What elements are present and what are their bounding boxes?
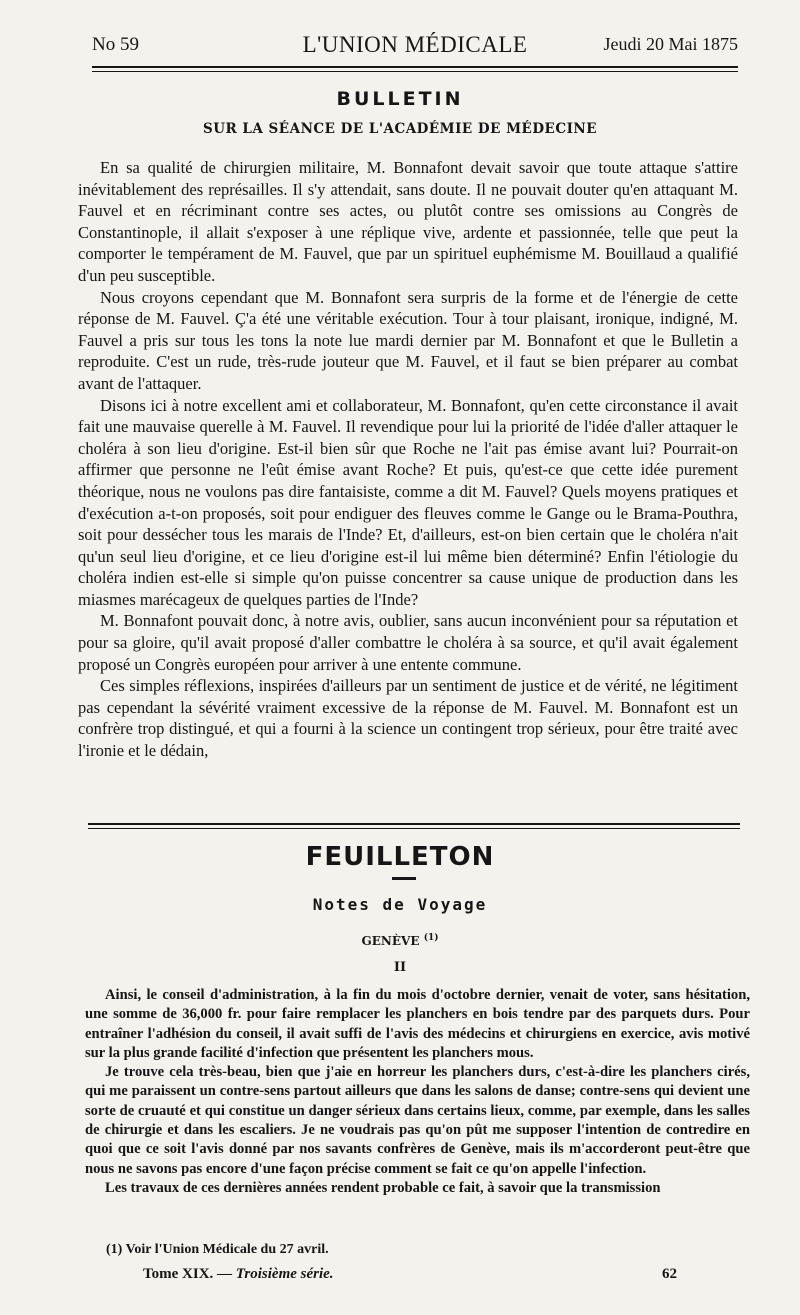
feuilleton-rule-thin — [88, 828, 740, 829]
header-rule-thin — [92, 71, 738, 72]
place-name: GENÈVE — [361, 934, 420, 948]
bulletin-paragraph: M. Bonnafont pouvait donc, à notre avis, oublier, sans aucun inconvénient pour sa réputation et pour sa gloire, qu'il avait proposé d'aller combattre le choléra à sa source, et qu'il avait également proposé un Congrès européen pour arriver à une entente commune. — [78, 611, 738, 674]
volume-label: Tome XIX. — — [143, 1266, 233, 1282]
section-number: II — [393, 960, 407, 975]
issue-date: Jeudi 20 Mai 1875 — [603, 34, 738, 54]
page-number: 62 — [662, 1266, 677, 1282]
bulletin-body — [78, 157, 738, 762]
feuilleton-rule — [88, 823, 740, 825]
feuilleton-paragraph: Ainsi, le conseil d'administration, à la fin du mois d'octobre dernier, venait de voter, sans hésitation, une somme de 36,000 fr. pour faire remplacer les planchers en bois tendre par des parquets durs. Pour entraîner l'adhésion du conseil, il avait suffi de l'avis des médecins et chirurgiens en exercice, avis motivé sur la plus grande facilité d'infection que présentent les planchers mous. — [85, 987, 750, 1061]
header-rule — [92, 66, 738, 68]
bulletin-title: BULLETIN — [336, 88, 464, 110]
series-label: Troisième série. — [235, 1266, 334, 1282]
notes-title: Notes de Voyage — [312, 895, 488, 914]
feuilleton-paragraph: Je trouve cela très-beau, bien que j'aie en horreur les planchers durs, c'est-à-dire les planchers cirés, qui me paraissent un contre-sens partout ailleurs que dans les salons de danse; contre-sens qui devient une sorte de cruauté et qui constitue un danger sérieux dans certains lieux, comme, par exemple, dans les salles de chirurgie et dans les escaliers. Je ne voudrais pas qu'on pût me supposer l'intention de contredire en quoi que ce soit l'avis donné par nos savants confrères de Genève, mais ils m'accorderont peut-être que nous ne savons pas encore d'une façon précise comment se fait ce qu'on appelle l'infection. — [85, 1064, 750, 1177]
feuilleton-title: FEUILLETON — [305, 842, 495, 872]
feuilleton-paragraph: Les travaux de ces dernières années rendent probable ce fait, à savoir que la transmission — [105, 1179, 661, 1196]
bulletin-paragraph: En sa qualité de chirurgien militaire, M. Bonnafont devait savoir que toute attaque s'attire inévitablement des représailles. Il s'y attendait, sans doute. Il ne pouvait douter qu'en attaquant M. Fauvel et en récriminant contre ses actes, ou plutôt contre ses omissions au Congrès de Constantinople, il allait s'exposer à une réplique vive, ardente et passionnée, telle que peut la comporter le tempérament de M. Fauvel, que par un spirituel euphémisme M. Bouillaud a qualifié d'un peu susceptible. — [78, 158, 738, 285]
place-footnote-mark: (1) — [423, 933, 439, 943]
bulletin-paragraph: Nous croyons cependant que M. Bonnafont sera surpris de la forme et de l'énergie de cette réponse de M. Fauvel. Ç'a été une véritable exécution. Tour à tour plaisant, ironique, indigné, M. Fauvel a pris sur tous les tons la note lue mardi dernier par M. Bonnafont et que le Bulletin a reproduite. C'est un rude, très-rude jouteur que M. Fauvel, et il faut se bien préparer au combat avant de l'attaquer. — [78, 287, 738, 393]
volume-info — [143, 1266, 334, 1283]
place-heading — [0, 933, 800, 948]
title-divider — [392, 877, 416, 880]
footnote-text: Voir l'Union Médicale du 27 avril. — [125, 1242, 329, 1257]
journal-title: L'UNION MÉDICALE — [302, 32, 528, 57]
page-header — [92, 30, 738, 64]
footnote — [106, 1242, 329, 1258]
bulletin-paragraph: Disons ici à notre excellent ami et collaborateur, M. Bonnafont, qu'en cette circonstance il avait fait une mauvaise querelle à M. Fauvel. Il revendique pour lui la priorité de l'idée d'aller attaquer le choléra à son lieu d'origine. Est-il bien sûr que Roche ne l'ait pas émise avant lui? Pourrait-on affirmer que personne ne l'eût émise avant Roche? Et puis, qu'est-ce que cette idée purement théorique, nous ne voulons pas dire fantaisiste, comme a dit M. Fauvel? Quels moyens pratiques et d'exécution a-t-on proposés, soit pour endiguer des fleuves comme le Gange ou le Brama-Pouthra, soit pour dessécher tous les marais de l'Inde? Et, d'ailleurs, est-on bien certain que le choléra n'ait qu'un seul lieu d'origine, et ce lieu d'origine est-il lui même bien déterminé? Enfin l'étiologie du choléra indien est-elle si simple qu'on puisse concentrer sa cause unique de production dans les miasmes marécageux de quelques parties de l'Inde? — [78, 395, 738, 609]
bulletin-subtitle: SUR LA SÉANCE DE L'ACADÉMIE DE MÉDECINE — [202, 121, 598, 137]
feuilleton-body — [85, 986, 750, 1198]
bulletin-paragraph: Ces simples réflexions, inspirées d'ailleurs par un sentiment de justice et de vérité, ne légitiment pas cependant la sévérité vraiment excessive de la réponse de M. Fauvel. M. Bonnafont est un confrère trop distingué, et qui a fourni à la science un contingent trop sérieux, pour être traité avec l'ironie et le dédain, — [78, 676, 738, 761]
issue-number: No 59 — [92, 34, 139, 55]
footnote-mark: (1) — [106, 1242, 123, 1257]
